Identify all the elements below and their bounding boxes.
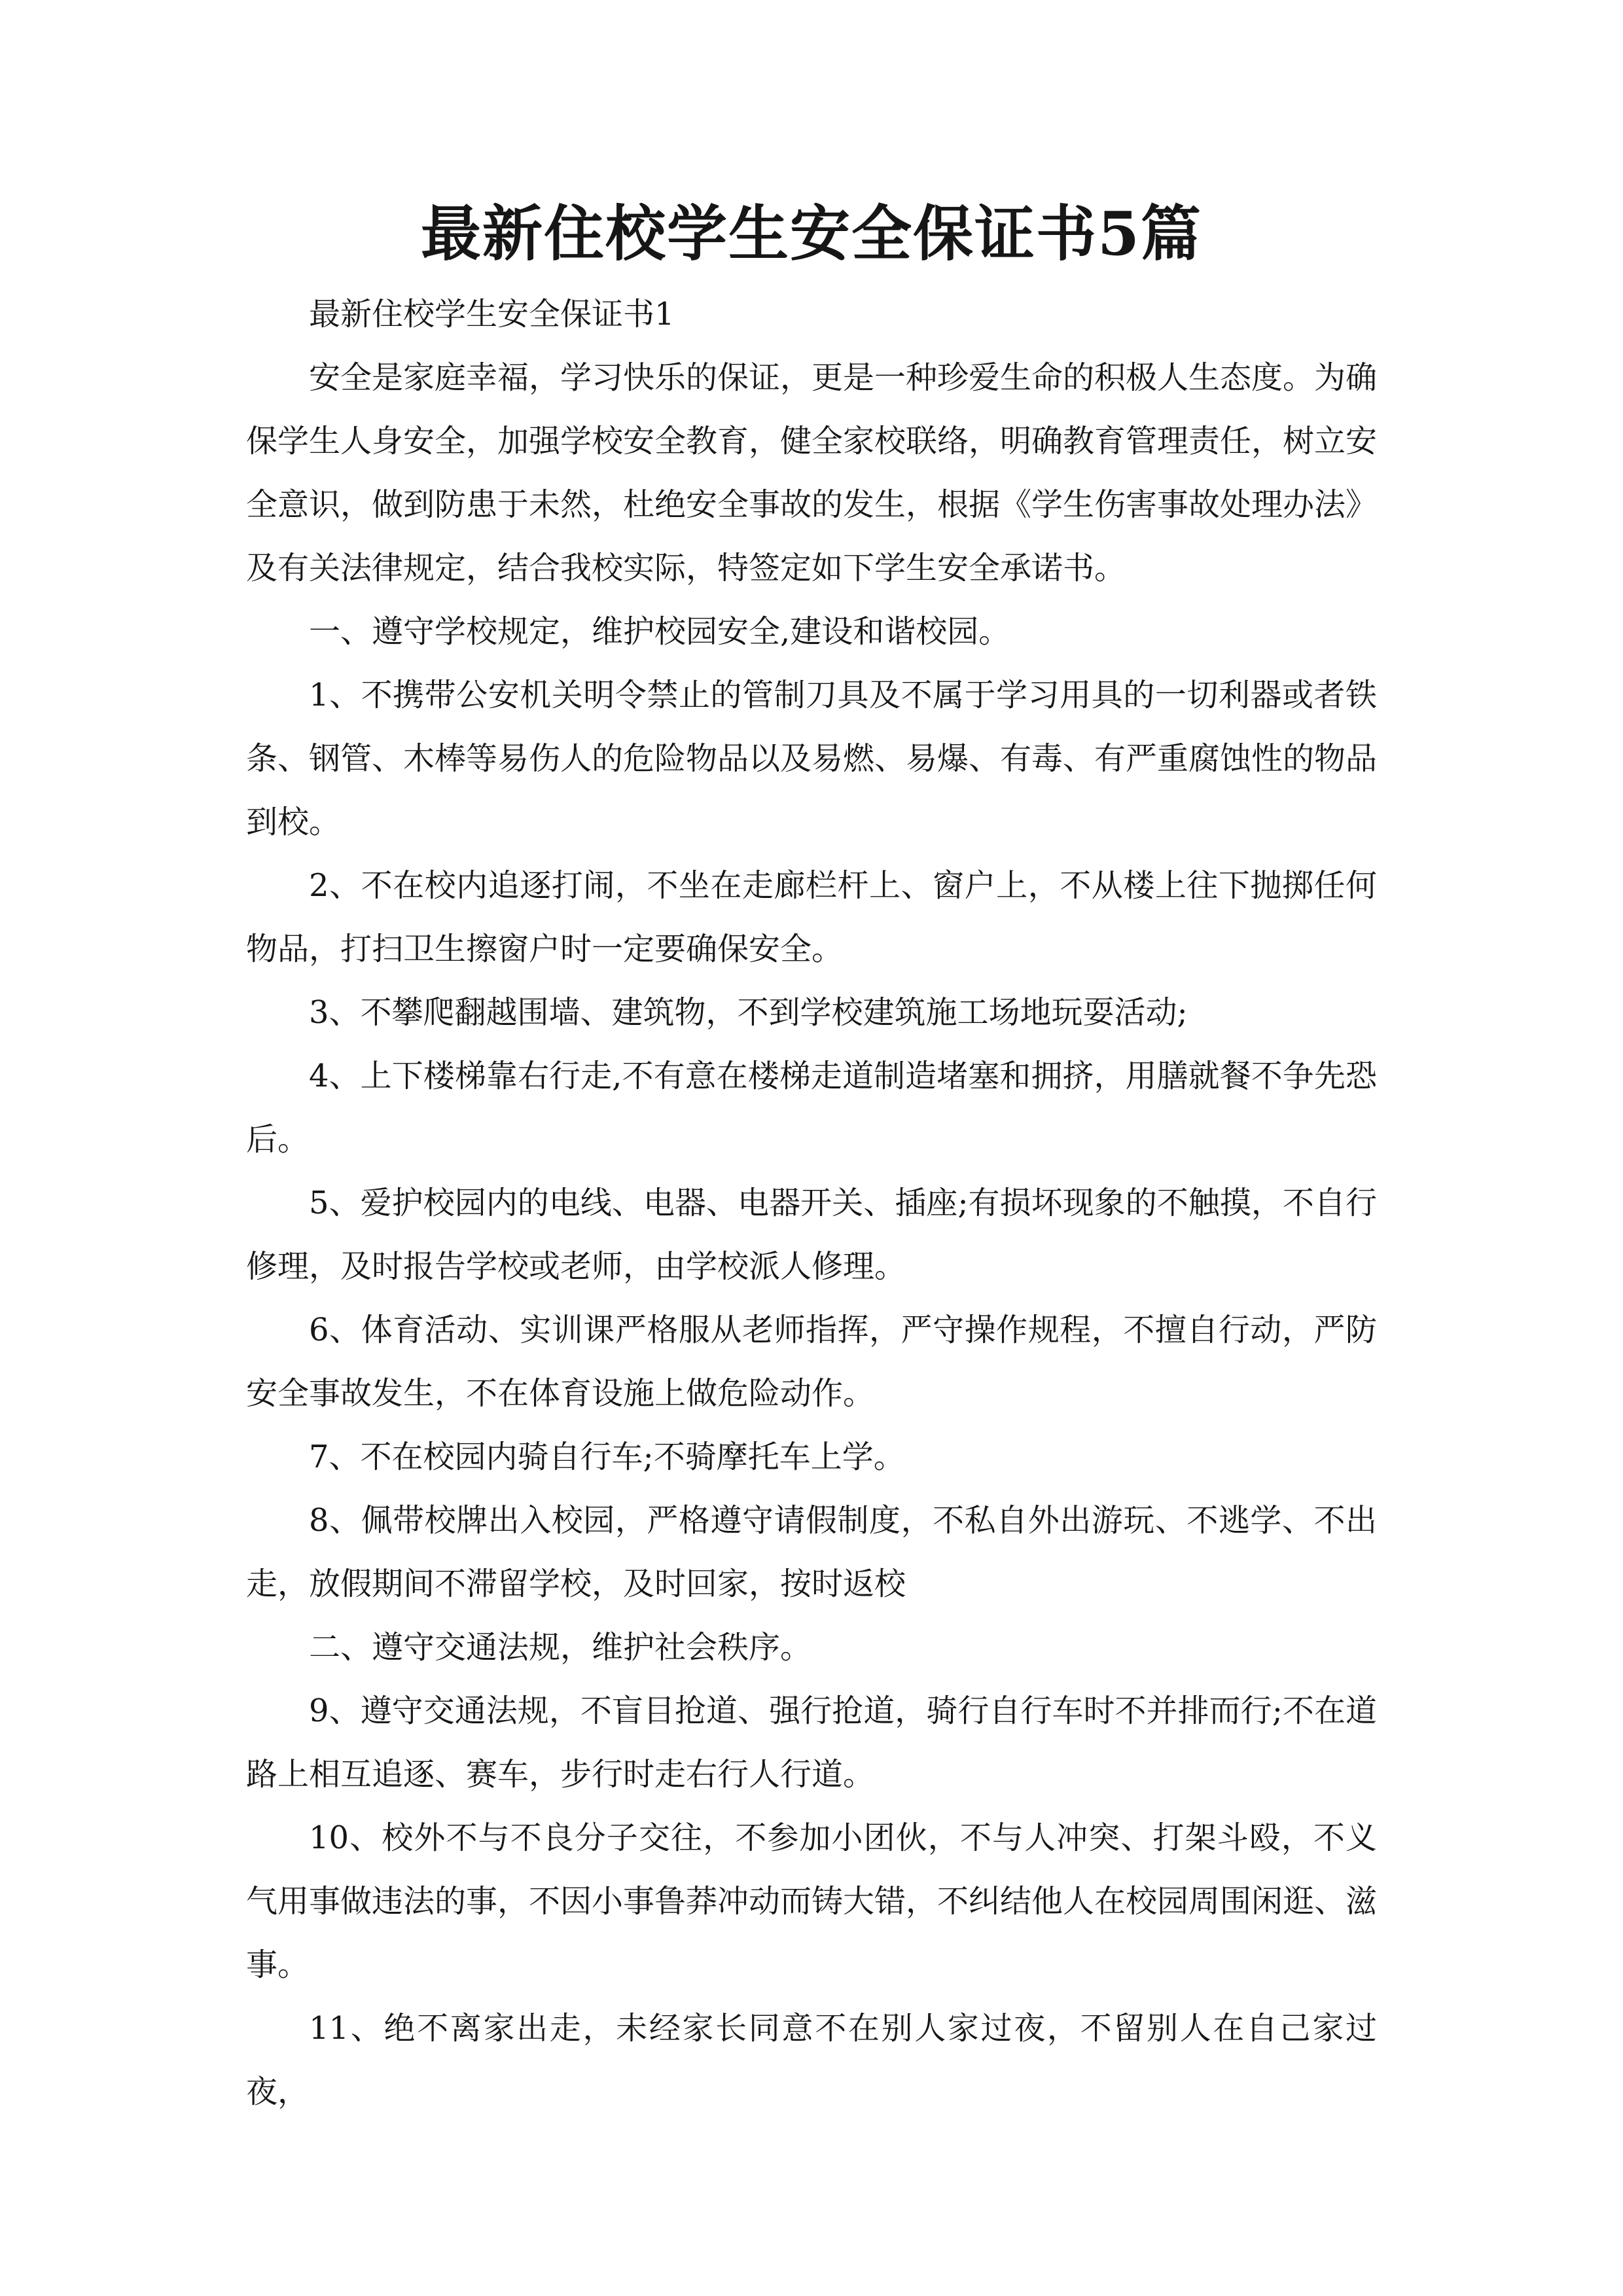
document-title: 最新住校学生安全保证书5篇 — [420, 198, 1202, 269]
document-body — [246, 283, 1377, 2124]
clause-3: 3、不攀爬翻越围墙、建筑物，不到学校建筑施工场地玩耍活动; — [309, 994, 1188, 1031]
clause-9: 9、遵守交通法规，不盲目抢道、强行抢道，骑行自行车时不并排而行;不在道路上相互追逐、赛车，步行时走右行人行道。 — [246, 1693, 1377, 1793]
clause-10: 10、校外不与不良分子交往，不参加小团伙，不与人冲突、打架斗殴，不义气用事做违法的事，不因小事鲁莽冲动而铸大错，不纠结他人在校园周围闲逛、滋事。 — [246, 1820, 1378, 1983]
clause-6: 6、体育活动、实训课严格服从老师指挥，严守操作规程，不擅自行动，严防安全事故发生，不在体育设施上做危险动作。 — [246, 1312, 1377, 1412]
clause-4: 4、上下楼梯靠右行走,不有意在楼梯走道制造堵塞和拥挤，用膳就餐不争先恐后。 — [246, 1058, 1377, 1158]
clause-1: 1、不携带公安机关明令禁止的管制刀具及不属于学习用具的一切利器或者铁条、钢管、木棒等易伤人的危险物品以及易燃、易爆、有毒、有严重腐蚀性的物品到校。 — [246, 677, 1378, 840]
intro-paragraph: 安全是家庭幸福，学习快乐的保证，更是一种珍爱生命的积极人生态度。为确保学生人身安全，加强学校安全教育，健全家校联络，明确教育管理责任，树立安全意识，做到防患于未然，杜绝安全事故的发生，根据《学生伤害事故处理办法》及有关法律规定，结合我校实际，特签定如下学生安全承诺书。 — [246, 359, 1378, 586]
section-heading: 最新住校学生安全保证书1 — [309, 296, 675, 332]
part-heading-2: 二、遵守交通法规，维护社会秩序。 — [309, 1629, 812, 1666]
clause-5: 5、爱护校园内的电线、电器、电器开关、插座;有损坏现象的不触摸，不自行修理，及时报告学校或老师，由学校派人修理。 — [246, 1185, 1377, 1285]
part-heading-1: 一、遵守学校规定，维护校园安全,建设和谐校园。 — [309, 613, 1010, 650]
clause-7: 7、不在校园内骑自行车;不骑摩托车上学。 — [309, 1439, 905, 1475]
clause-8: 8、佩带校牌出入校园，严格遵守请假制度，不私自外出游玩、不逃学、不出走，放假期间不滞留学校，及时回家，按时返校 — [246, 1502, 1377, 1602]
clause-2: 2、不在校内追逐打闹，不坐在走廊栏杆上、窗户上，不从楼上往下抛掷任何物品，打扫卫生擦窗户时一定要确保安全。 — [246, 867, 1377, 967]
clause-11: 11、绝不离家出走，未经家长同意不在别人家过夜，不留别人在自己家过夜， — [246, 2010, 1377, 2110]
